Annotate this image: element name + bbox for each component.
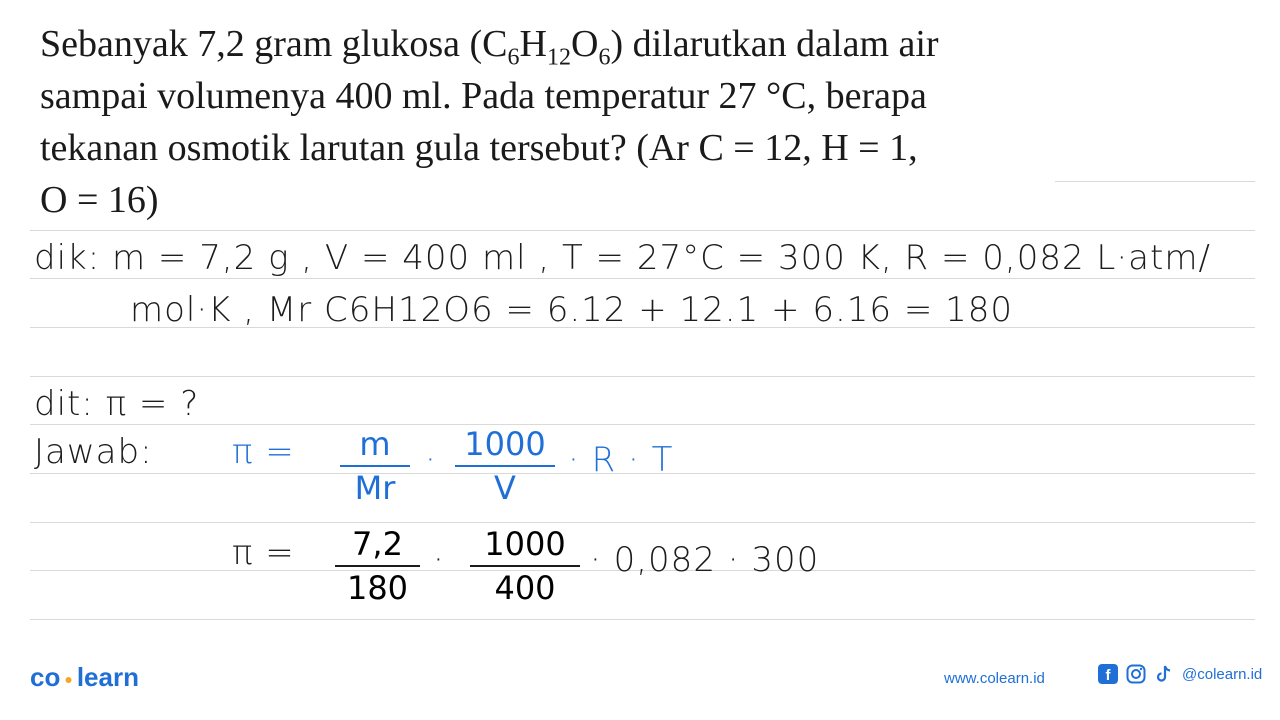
- formula-1-operator: ·: [425, 440, 437, 480]
- asked-line: dit: π = ?: [34, 384, 200, 424]
- rule-line: [30, 424, 1255, 425]
- footer: [0, 650, 1280, 720]
- facebook-icon[interactable]: [1098, 664, 1118, 684]
- rule-line: [30, 522, 1255, 523]
- known-line-2: mol·K , Mr C6H12O6 = 6.12 + 12.1 + 6.16 = 180: [130, 290, 1014, 330]
- answer-label: Jawab:: [34, 432, 153, 472]
- website-link[interactable]: www.colearn.id: [944, 670, 1045, 687]
- formula-2-fraction-2: 1000 400: [470, 525, 580, 607]
- question-text: [40, 18, 1050, 226]
- rule-line: [30, 376, 1255, 377]
- tiktok-icon[interactable]: [1154, 664, 1174, 684]
- question-line-3: tekanan osmotik larutan gula tersebut? (Ar C = 12, H = 1,: [40, 127, 918, 169]
- formula-2-fraction-1: 7,2 180: [335, 525, 420, 607]
- question-line-1: Sebanyak 7,2 gram glukosa $(C_6H_{12}O_6)$ dilarutkan dalam air: [40, 23, 939, 71]
- colearn-logo[interactable]: co ● learn: [30, 662, 139, 692]
- question-line-4: O = 16): [40, 179, 159, 221]
- svg-text:f: f: [1105, 667, 1111, 684]
- formula-2-tail: · 0,082 · 300: [590, 540, 820, 580]
- instagram-icon[interactable]: [1126, 664, 1146, 684]
- question-line-2: sampai volumenya 400 ml. Pada temperatur 27 °C, berapa: [40, 75, 927, 117]
- formula-1-lhs: π =: [232, 432, 295, 472]
- social-links: [1098, 664, 1262, 684]
- formula-1-fraction-1: m Mr: [340, 425, 410, 507]
- known-line-1: dik: m = 7,2 g , V = 400 ml , T = 27°C = 300 K, R = 0,082 L·atm/: [34, 238, 1211, 278]
- rule-line: [30, 230, 1255, 231]
- formula-1-tail: · R · T: [568, 440, 674, 480]
- formula-2-lhs: π =: [232, 533, 295, 573]
- rule-line: [30, 278, 1255, 279]
- formula-1-fraction-2: 1000 V: [455, 425, 555, 507]
- rule-line: [30, 619, 1255, 620]
- formula-2-operator: ·: [433, 540, 445, 580]
- rule-line: [1055, 181, 1255, 182]
- logo-dot: ●: [64, 671, 73, 688]
- social-handle[interactable]: @colearn.id: [1182, 665, 1263, 683]
